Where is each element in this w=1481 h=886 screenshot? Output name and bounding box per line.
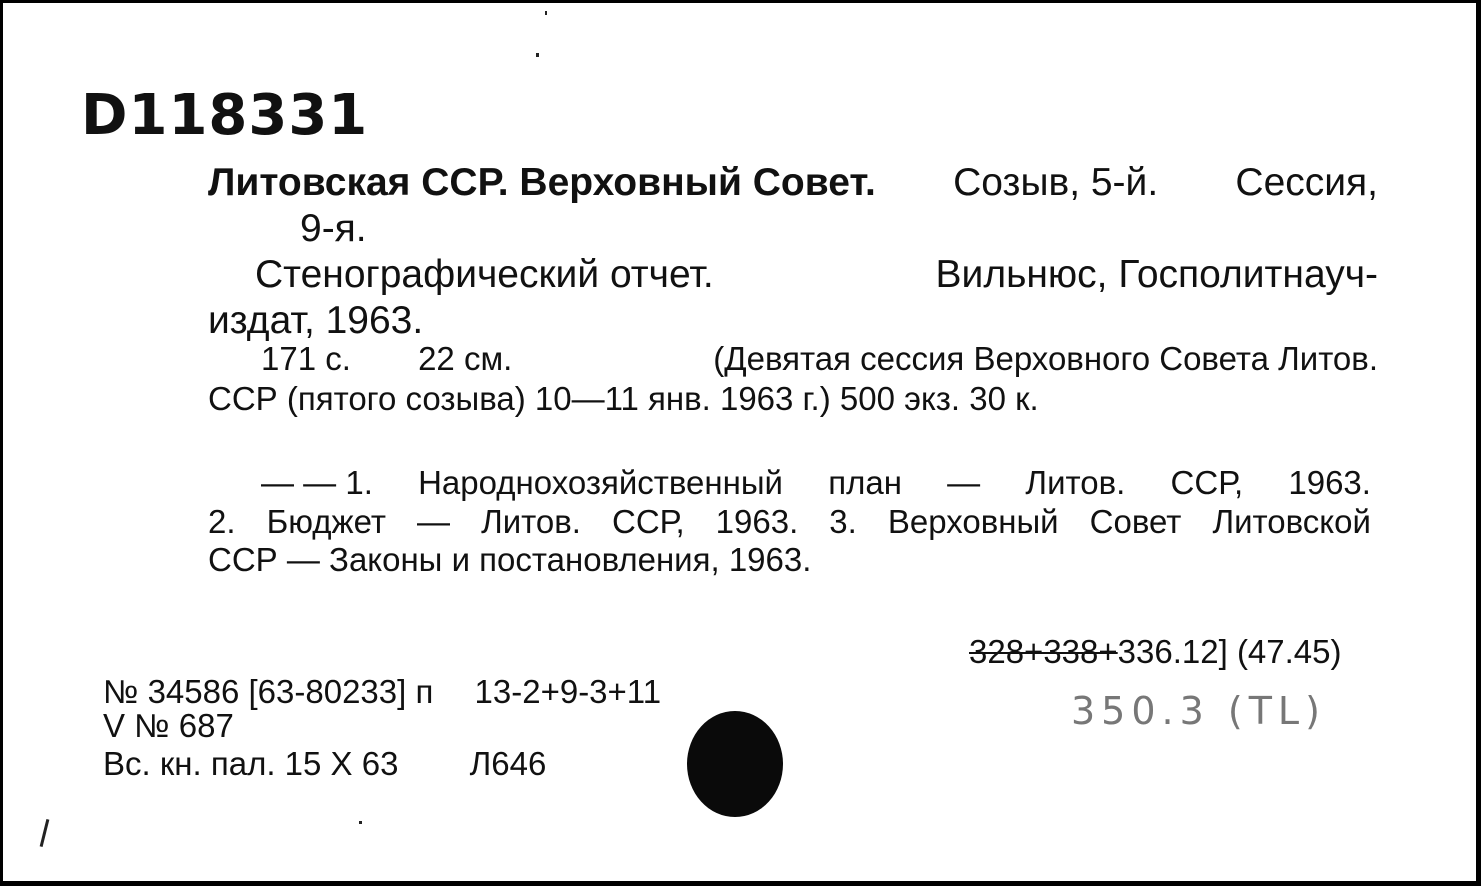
catalog-card [3, 3, 1476, 881]
subject-word: план [828, 464, 902, 501]
subject-word: ССР, [612, 503, 685, 540]
subject-word: — [947, 464, 981, 501]
subject-word: Литов. [481, 503, 581, 540]
subject-word: Литов. [1025, 464, 1126, 501]
physical-line-1 [261, 340, 1378, 378]
author-session-cont: Сессия, [1235, 161, 1378, 204]
footer-row-3 [103, 745, 546, 783]
author-session: Созыв, 5-й. [953, 161, 1159, 204]
chamber-stamp: Вс. кн. пал. 15 X 63 [103, 745, 399, 782]
series-note: (Девятая сессия Верховного Совета Литов. [713, 340, 1378, 377]
classification-rest: 336.12] (47.45) [1117, 633, 1342, 670]
title-line-1 [255, 253, 1378, 297]
author-heading [208, 161, 1378, 205]
author-bold: Литовская ССР. Верховный Совет. [208, 161, 876, 204]
pages: 171 с. [261, 340, 351, 377]
ink-mark [40, 819, 50, 847]
subject-word: Бюджет [266, 503, 386, 540]
physical-line-2: ССР (пятого созыва) 10—11 янв. 1963 г.) 500 экз. 30 к. [208, 380, 1039, 417]
author-heading-cont: 9-я. [300, 207, 367, 250]
subject-word: Литовской [1212, 503, 1371, 540]
subject-word: Народнохозяйственный [418, 464, 783, 501]
subject-word: — — 1. [261, 464, 373, 501]
punch-hole [687, 711, 783, 817]
card-code: 13-2+9-3+11 [474, 673, 662, 710]
classification-index [969, 633, 1342, 671]
subject-word: Совет [1089, 503, 1182, 540]
subject-word: 2. [208, 503, 236, 540]
subjects-line-3: ССР — Законы и постановления, 1963. [208, 541, 812, 578]
handwritten-classification: 350.3 (TL) [1071, 689, 1326, 733]
title-text: Стенографический отчет. [255, 253, 714, 296]
subject-word: Верховный [887, 503, 1059, 540]
subject-word: — [417, 503, 451, 540]
subjects-line-1 [261, 464, 1371, 502]
ink-speck [545, 11, 547, 15]
size: 22 см. [418, 340, 513, 377]
ink-speck [536, 53, 539, 57]
order-number: № 34586 [63-80233] п [103, 673, 434, 710]
card-index: Л646 [469, 745, 547, 782]
subject-word: ССР, [1170, 464, 1244, 501]
inventory-number: D118331 [81, 83, 369, 148]
footer-row-2: V № 687 [103, 707, 234, 744]
subject-word: 3. [829, 503, 857, 540]
subjects-line-2 [208, 503, 1371, 541]
title-line-2: издат, 1963. [208, 299, 424, 342]
subject-word: 1963. [715, 503, 799, 540]
classification-struck: 328+338+ [969, 633, 1118, 670]
subject-word: 1963. [1288, 464, 1371, 501]
footer-row-1 [103, 673, 661, 711]
imprint-text: Вильнюс, Госполитнауч- [935, 253, 1378, 296]
ink-speck [359, 821, 362, 824]
